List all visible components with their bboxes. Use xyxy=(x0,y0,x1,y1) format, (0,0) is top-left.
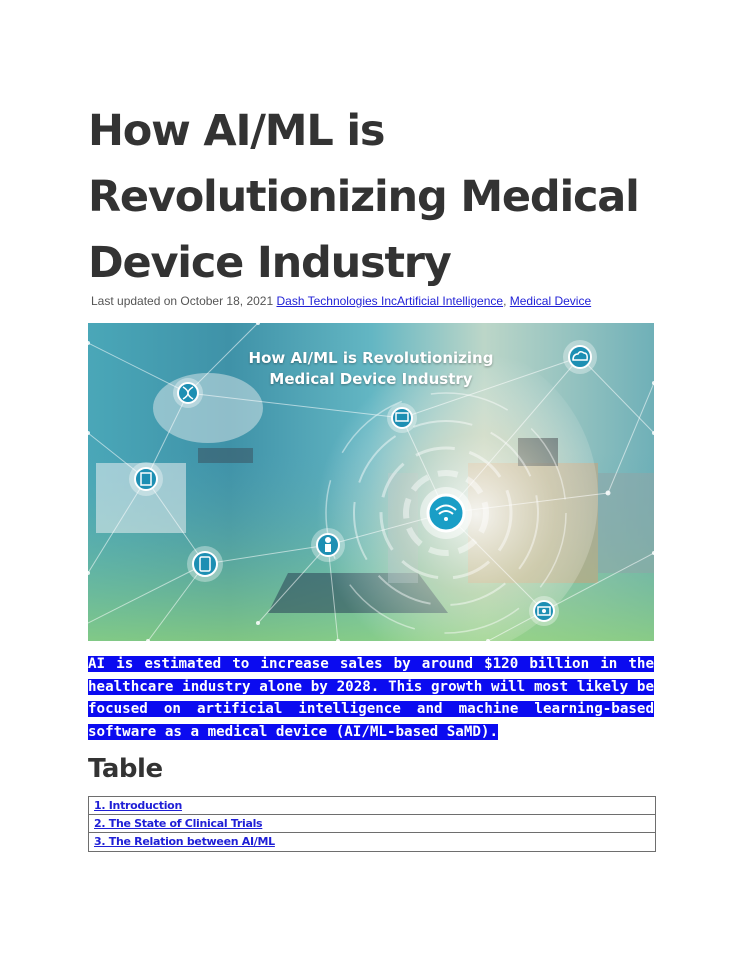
last-updated-text: Last updated on October 18, 2021 xyxy=(91,294,274,308)
toc-link-introduction[interactable]: 1. Introduction xyxy=(94,799,182,812)
wifi-icon xyxy=(420,487,472,539)
table-of-contents xyxy=(88,796,656,852)
person-icon xyxy=(311,528,345,562)
category-link-medical-device[interactable]: Medical Device xyxy=(509,294,592,308)
toc-link-ai-ml-relation[interactable]: 3. The Relation between AI/ML xyxy=(94,835,275,848)
article-title: How AI/ML is Revolutionizing Medical Device Industry xyxy=(88,106,639,288)
hero-title xyxy=(88,348,654,390)
camera-icon xyxy=(529,596,559,626)
toc-row xyxy=(89,797,655,815)
category-link-artificial-intelligence[interactable]: Artificial Intelligence xyxy=(397,294,504,308)
toc-link-clinical-trials[interactable]: 2. The State of Clinical Trials xyxy=(94,817,263,830)
monitor-icon xyxy=(387,403,417,433)
tablet-icon xyxy=(129,462,163,496)
hero-image xyxy=(88,323,654,641)
hero-title-line-2: Medical Device Industry xyxy=(269,370,473,388)
mobile-device-icon xyxy=(187,546,223,582)
highlighted-summary xyxy=(88,653,654,743)
toc-row xyxy=(89,833,655,851)
article-meta xyxy=(91,294,691,308)
meta-separator: , xyxy=(503,294,507,308)
hero-title-line-1: How AI/ML is Revolutionizing xyxy=(248,349,494,367)
highlighted-summary-text: AI is estimated to increase sales by around $120 billion in the healthcare industry alone by 2028. This growth will most likely be focused on artificial intelligence and machine learning-based software as a medical device (AI/ML-based SaMD). xyxy=(88,656,654,740)
author-link[interactable]: Dash Technologies Inc xyxy=(276,294,398,308)
table-heading: Table xyxy=(88,754,163,784)
toc-row xyxy=(89,815,655,833)
